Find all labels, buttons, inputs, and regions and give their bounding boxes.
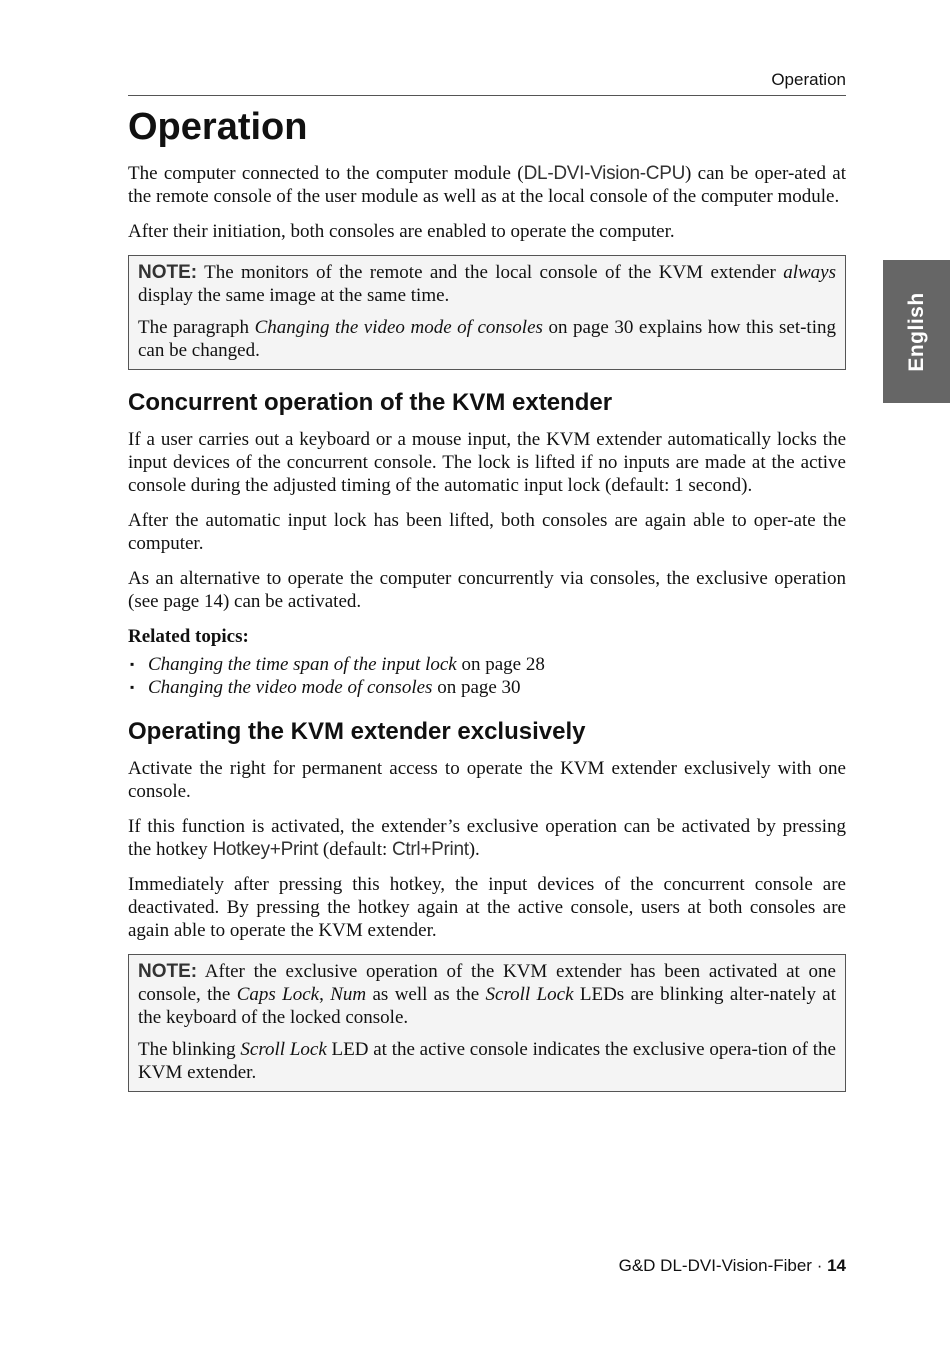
language-tab-label: English	[904, 291, 928, 372]
text: The paragraph	[138, 317, 255, 338]
emphasis: Caps Lock	[236, 984, 320, 1005]
text: (default:	[318, 839, 392, 860]
page-number: 14	[827, 1256, 846, 1275]
note-1-paragraph-2	[138, 316, 836, 362]
emphasis: always	[783, 262, 836, 283]
page-title: Operation	[128, 106, 308, 148]
text: If this function is activated, the extender’s exclusive operation can be activated by pressing the hotkey	[128, 816, 846, 860]
text: The computer connected to the computer module (	[128, 163, 524, 184]
module-code: DL-DVI-Vision-CPU	[523, 163, 685, 184]
note-label: NOTE:	[138, 961, 198, 982]
bullet-icon: ▪	[130, 657, 135, 671]
section-heading-exclusive: Operating the KVM extender exclusively	[128, 718, 586, 745]
emphasis: Num	[330, 984, 367, 1005]
section-2-paragraph-3: Immediately after pressing this hotkey, the input devices of the concurrent console are deactivated. By pressing the hotkey again at the active console, users at both consoles are again able to operate the KVM extender.	[128, 874, 846, 941]
running-header: Operation	[771, 70, 846, 89]
cross-reference[interactable]: Changing the video mode of consoles	[254, 317, 543, 338]
text: on page 30 explains how this set-ting can be changed.	[138, 317, 836, 361]
cross-reference[interactable]: Changing the time span of the input lock	[148, 654, 457, 675]
language-tab[interactable]	[883, 260, 950, 403]
text: The blinking	[138, 1039, 241, 1060]
bullet-icon: ▪	[130, 680, 135, 694]
note-1-paragraph-1	[138, 261, 836, 307]
intro-paragraph-2: After their initiation, both consoles are enabled to operate the computer.	[128, 221, 675, 242]
page-content	[128, 104, 846, 1104]
related-topics-list	[128, 653, 846, 699]
text: on page 30	[432, 677, 521, 698]
text: LED at the active console indicates the exclusive opera-tion of the KVM extender.	[138, 1039, 836, 1083]
text: After the exclusive operation of the KVM extender has been activated at one console, the	[138, 961, 836, 1005]
hotkey: Hotkey+Print	[212, 839, 319, 860]
text: ).	[468, 839, 480, 860]
list-item[interactable]	[128, 653, 846, 676]
list-item[interactable]	[128, 676, 846, 699]
note-box-1	[128, 255, 846, 370]
section-2-paragraph-2	[128, 815, 846, 861]
default-hotkey: Ctrl+Print	[392, 839, 469, 860]
text: LEDs are blinking alter-nately at the keyboard of the locked console.	[138, 984, 837, 1028]
section-2-paragraph-1: Activate the right for permanent access to operate the KVM extender exclusively with one console.	[128, 758, 846, 802]
text: The monitors of the remote and the local console of the KVM extender	[197, 262, 784, 283]
text: display the same image at the same time.	[138, 285, 450, 306]
section-heading-concurrent: Concurrent operation of the KVM extender	[128, 389, 613, 416]
intro-paragraph-1	[128, 162, 846, 208]
emphasis: Scroll Lock	[240, 1039, 327, 1060]
note-2-paragraph-2	[138, 1038, 836, 1084]
text: on page 28	[456, 654, 545, 675]
note-2-paragraph-1	[138, 960, 836, 1029]
header-rule	[128, 95, 846, 96]
footer-product: G&D DL-DVI-Vision-Fiber ·	[618, 1256, 828, 1275]
section-1-paragraph-2: After the automatic input lock has been lifted, both consoles are again able to oper-ate the computer.	[128, 510, 846, 554]
note-box-2	[128, 954, 846, 1092]
text: as well as the	[366, 984, 486, 1005]
section-1-paragraph-3: As an alternative to operate the computer concurrently via consoles, the exclusive operation (see page 14) can be activated.	[128, 568, 846, 612]
emphasis: Scroll Lock	[485, 984, 574, 1005]
text: ) can be oper-ated at the remote console of the user module as well as at the local console of the computer module.	[128, 163, 846, 207]
page-footer	[619, 1256, 846, 1276]
note-label: NOTE:	[138, 262, 198, 283]
related-topics-label: Related topics:	[128, 626, 249, 647]
section-1-paragraph-1: If a user carries out a keyboard or a mouse input, the KVM extender automatically locks the input devices of the concurrent console. The lock is lifted if no inputs are made at the active console during the adjusted timing of the automatic input lock (default: 1 second).	[128, 429, 846, 496]
text: ,	[319, 984, 331, 1005]
cross-reference[interactable]: Changing the video mode of consoles	[148, 677, 433, 698]
